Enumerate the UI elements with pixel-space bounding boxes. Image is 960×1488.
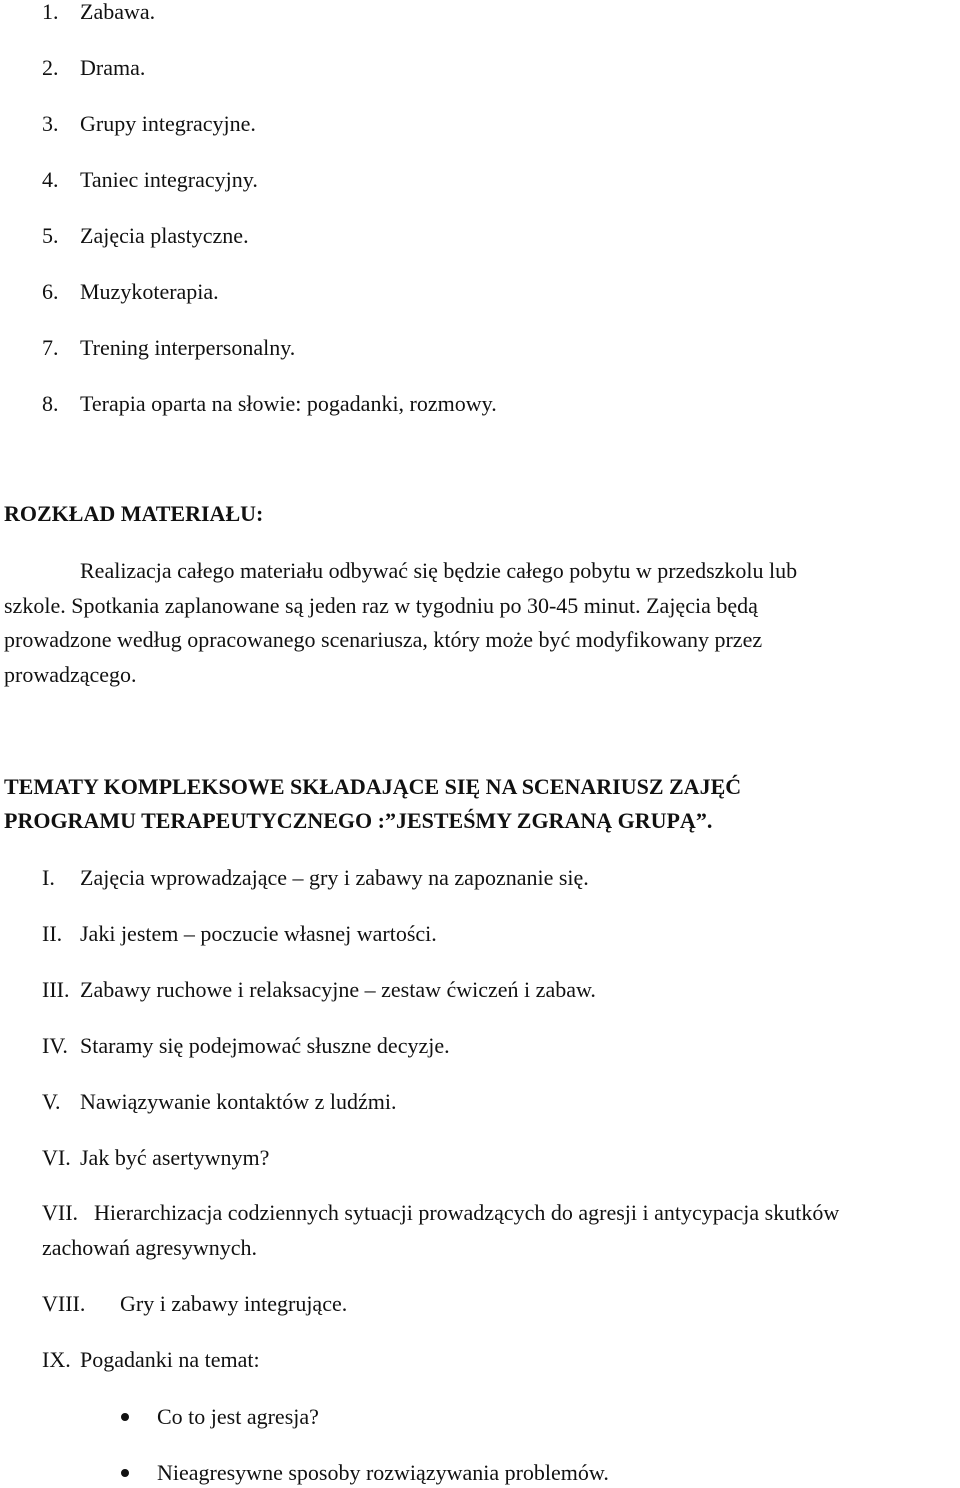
list-item: Muzykoterapia. <box>80 279 219 304</box>
bullet-item: Nieagresywne sposoby rozwiązywania problemów. <box>157 1460 609 1485</box>
topic-item: Jak być asertywnym? <box>80 1145 270 1170</box>
list-number: 1. <box>42 0 59 24</box>
topic-item: Zabawy ruchowe i relaksacyjne – zestaw ćwiczeń i zabaw. <box>80 977 596 1002</box>
list-number: 3. <box>42 111 59 136</box>
section-heading-tematy-line2: PROGRAMU TERAPEUTYCZNEGO :”JESTEŚMY ZGRANĄ GRUPĄ”. <box>4 808 713 833</box>
list-number: 8. <box>42 391 59 416</box>
section-heading-tematy: TEMATY KOMPLEKSOWE SKŁADAJĄCE SIĘ NA SCENARIUSZ ZAJĘĆ <box>4 774 742 799</box>
list-item: Trening interpersonalny. <box>80 335 296 360</box>
topic-item: Gry i zabawy integrujące. <box>120 1291 348 1316</box>
topic-number: IV. <box>42 1033 68 1058</box>
topic-number: I. <box>42 865 55 890</box>
topic-item: Nawiązywanie kontaktów z ludźmi. <box>80 1089 397 1114</box>
paragraph-line: prowadzone według opracowanego scenariusza, który może być modyfikowany przez <box>4 627 763 652</box>
bullet-item: Co to jest agresja? <box>157 1404 319 1429</box>
topic-item: Pogadanki na temat: <box>80 1347 260 1372</box>
list-item: Zabawa. <box>80 0 156 24</box>
paragraph-line: szkole. Spotkania zaplanowane są jeden raz w tygodniu po 30-45 minut. Zajęcia będą <box>4 593 758 618</box>
list-item: Grupy integracyjne. <box>80 111 256 136</box>
list-number: 5. <box>42 223 59 248</box>
list-item: Zajęcia plastyczne. <box>80 223 249 248</box>
topic-item: Jaki jestem – poczucie własnej wartości. <box>80 921 437 946</box>
topic-item: Zajęcia wprowadzające – gry i zabawy na zapoznanie się. <box>80 865 589 890</box>
list-number: 4. <box>42 167 59 192</box>
paragraph-line: Realizacja całego materiału odbywać się będzie całego pobytu w przedszkolu lub <box>80 558 798 583</box>
topic-number: II. <box>42 921 63 946</box>
list-number: 7. <box>42 335 59 360</box>
topic-number: III. <box>42 977 70 1002</box>
section-heading-rozklad: ROZKŁAD MATERIAŁU: <box>4 501 264 526</box>
list-number: 2. <box>42 55 59 80</box>
topic-item: Hierarchizacja codziennych sytuacji prowadzących do agresji i antycypacja skutków <box>94 1200 840 1225</box>
topic-number: IX. <box>42 1347 71 1372</box>
topic-number: VIII. <box>42 1291 86 1316</box>
bullet-icon <box>121 1413 129 1421</box>
list-item: Taniec integracyjny. <box>80 167 258 192</box>
topic-item-continuation: zachowań agresywnych. <box>42 1235 258 1260</box>
paragraph-line: prowadzącego. <box>4 662 137 687</box>
bullet-icon <box>121 1469 129 1477</box>
topic-number: V. <box>42 1089 61 1114</box>
list-number: 6. <box>42 279 59 304</box>
list-item: Terapia oparta na słowie: pogadanki, rozmowy. <box>80 391 497 416</box>
topic-item: Staramy się podejmować słuszne decyzje. <box>80 1033 450 1058</box>
list-item: Drama. <box>80 55 146 80</box>
topic-number: VII. <box>42 1200 79 1225</box>
topic-number: VI. <box>42 1145 71 1170</box>
